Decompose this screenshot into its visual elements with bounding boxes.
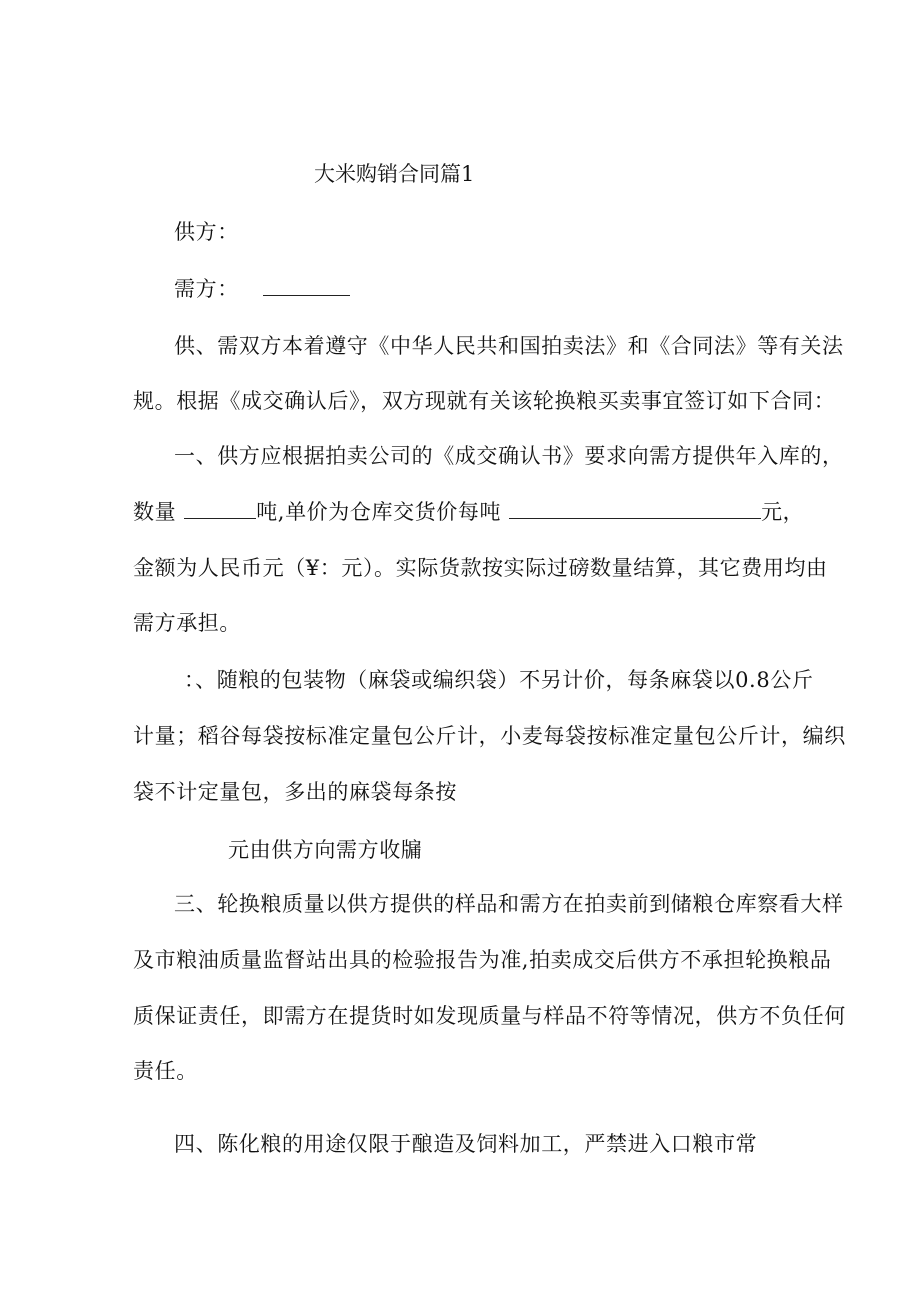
document-title: 大米购销合同篇1 (314, 162, 475, 186)
clause1-line2 (133, 498, 804, 526)
buyer-line (174, 275, 350, 303)
para1-line2: 规。根据《成交确认后》，双方现就有关该轮换粮买卖事宜签订如下合同： (133, 389, 836, 413)
clause1-line4: 需方承担。 (133, 611, 241, 635)
supplier-label: 供方： (174, 220, 239, 244)
clause3-line2: 及市粮油质量监督站出具的检验报告为准,拍卖成交后供方不承担轮换粮品 (133, 948, 832, 972)
unit-price-blank (509, 498, 761, 519)
clause3-line3: 质保证责任，即需方在提货时如发现质量与样品不符等情况，供方不负任何 (133, 1004, 846, 1028)
clause3-line1: 三、轮换粮质量以供方提供的样品和需方在拍卖前到储粮仓库察看大样 (174, 892, 844, 916)
clause3-line4: 责任。 (133, 1059, 198, 1083)
yuan-label: 元， (761, 500, 805, 524)
quantity-blank (184, 498, 256, 519)
quantity-label: 数量 (133, 500, 177, 524)
unit-price-label: 吨,单价为仓库交货价每吨 (256, 500, 502, 524)
buyer-label: 需方： (174, 277, 239, 301)
clause1-line3: 金额为人民币元（¥：元）。实际货款按实际过磅数量结算，其它费用均由 (133, 556, 828, 580)
clause4-line1: 四、陈化粮的用途仅限于酿造及饲料加工，严禁进入口粮市常 (174, 1132, 758, 1156)
clause2-line2: 计量；稻谷每袋按标准定量包公斤计，小麦每袋按标准定量包公斤计，编织 (133, 724, 846, 748)
clause2-line3: 袋不计定量包，多出的麻袋每条按 (133, 780, 457, 804)
buyer-blank (263, 275, 350, 296)
clause2-line4: 元由供方向需方收牖 (228, 838, 423, 862)
clause2-line1: ：、随粮的包装物（麻袋或编织袋）不另计价，每条麻袋以0.8公斤 (184, 668, 814, 692)
para1-line1: 供、需双方本着遵守《中华人民共和国拍卖法》和《合同法》等有关法 (174, 334, 844, 358)
clause1-line1: 一、供方应根据拍卖公司的《成交确认书》要求向需方提供年入库的， (174, 444, 844, 468)
